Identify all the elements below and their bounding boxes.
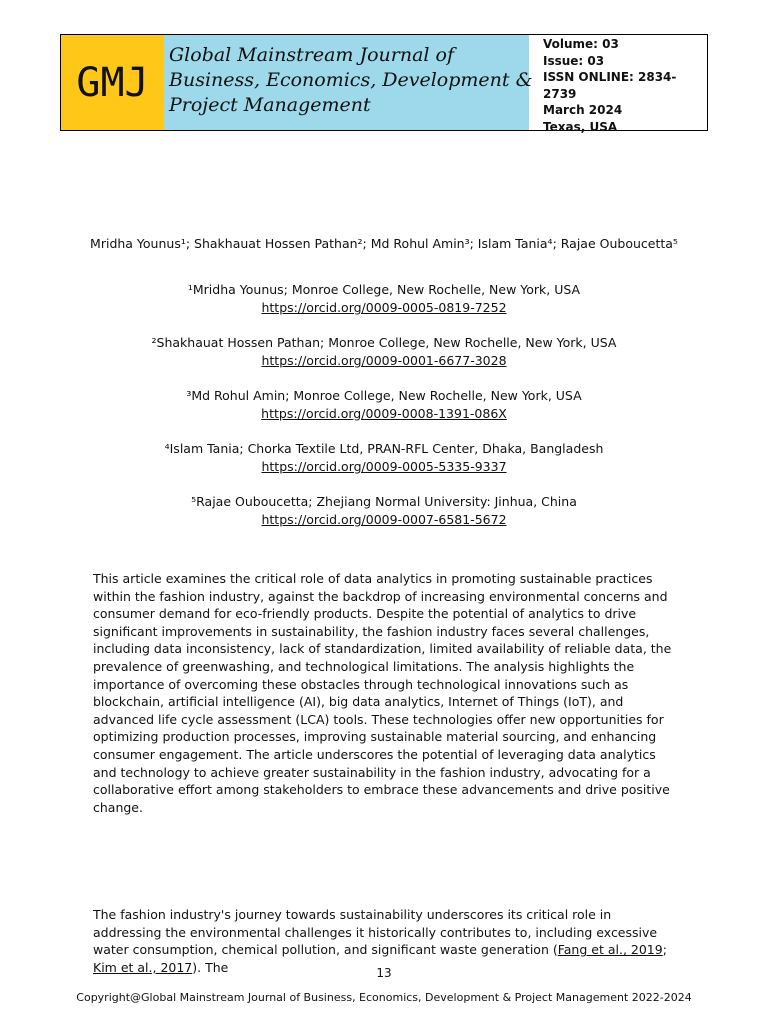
journal-title-line: Global Mainstream Journal of: [169, 44, 455, 66]
affiliation: [0, 334, 768, 370]
intro-text: The fashion industry's journey towards sustainability underscores its critical role in addressing the environmental challenges it historically contributes to, including excessive water consumption, chemical pollution, and significant waste generation (: [93, 907, 658, 958]
orcid-link[interactable]: https://orcid.org/0009-0005-5335-9337: [261, 459, 507, 474]
journal-header: [60, 34, 708, 134]
orcid-link[interactable]: https://orcid.org/0009-0001-6677-3028: [261, 353, 507, 368]
citation-separator: ;: [662, 942, 667, 958]
affiliation: [0, 387, 768, 423]
journal-title-line: Business, Economics, Development &: [169, 69, 533, 91]
copyright-footer: Copyright@Global Mainstream Journal of Business, Economics, Development & Project Management 2022-2024: [76, 991, 692, 1004]
affiliation: [0, 440, 768, 476]
publication-date: March 2024: [543, 103, 623, 117]
journal-meta: [529, 35, 707, 134]
affiliation-text: ²Shakhauat Hossen Pathan; Monroe College, New Rochelle, New York, USA: [151, 335, 617, 350]
orcid-link[interactable]: https://orcid.org/0009-0008-1391-086X: [261, 406, 507, 421]
orcid-link[interactable]: https://orcid.org/0009-0005-0819-7252: [261, 300, 507, 315]
journal-title-line: Project Management: [169, 94, 371, 116]
affiliation-text: ⁴Islam Tania; Chorka Textile Ltd, PRAN-RFL Center, Dhaka, Bangladesh: [164, 441, 604, 456]
page-number: 13: [376, 966, 392, 980]
location: Texas, USA: [543, 119, 618, 134]
journal-logo: GMJ: [61, 35, 164, 130]
abstract-paragraph: This article examines the critical role of data analytics in promoting sustainable practices within the fashion industry, against the backdrop of increasing environmental concerns and consumer demand for eco-friendly products. Despite the potential of analytics to drive significant improvements in sustainability, the fashion industry faces several challenges, including data inconsistency, lack of standardization, limited availability of reliable data, the prevalence of greenwashing, and technological limitations. The analysis highlights the importance of overcoming these obstacles through technological innovations such as blockchain, artificial intelligence (AI), big data analytics, Internet of Things (IoT), and advanced life cycle assessment (LCA) tools. These technologies offer new opportunities for optimizing production processes, improving sustainable material sourcing, and enhancing consumer engagement. The article underscores the potential of leveraging data analytics and technology to achieve greater sustainability in the fashion industry, advocating for a collaborative effort among stakeholders to embrace these advancements and drive positive change.: [93, 571, 672, 815]
journal-title: [164, 35, 533, 130]
volume: Volume: 03: [543, 37, 619, 51]
affiliation-text: ¹Mridha Younus; Monroe College, New Rochelle, New York, USA: [187, 282, 581, 297]
citation-link[interactable]: Kim et al., 2017: [93, 959, 193, 975]
issn: ISSN ONLINE: 2834-2739: [543, 70, 677, 101]
affiliation: [0, 493, 768, 529]
affiliation-text: ⁵Rajae Ouboucetta; Zhejiang Normal University: Jinhua, China: [191, 494, 577, 509]
orcid-link[interactable]: https://orcid.org/0009-0007-6581-5672: [261, 512, 507, 527]
author-list: Mridha Younus¹; Shakhauat Hossen Pathan²; Md Rohul Amin³; Islam Tania⁴; Rajae Ouboucetta⁵: [90, 236, 678, 251]
issue: Issue: 03: [543, 53, 605, 68]
affiliation: [0, 281, 768, 317]
intro-text: ). The: [192, 959, 229, 975]
affiliation-text: ³Md Rohul Amin; Monroe College, New Rochelle, New York, USA: [186, 388, 582, 403]
citation-link[interactable]: Fang et al., 2019: [557, 942, 663, 958]
